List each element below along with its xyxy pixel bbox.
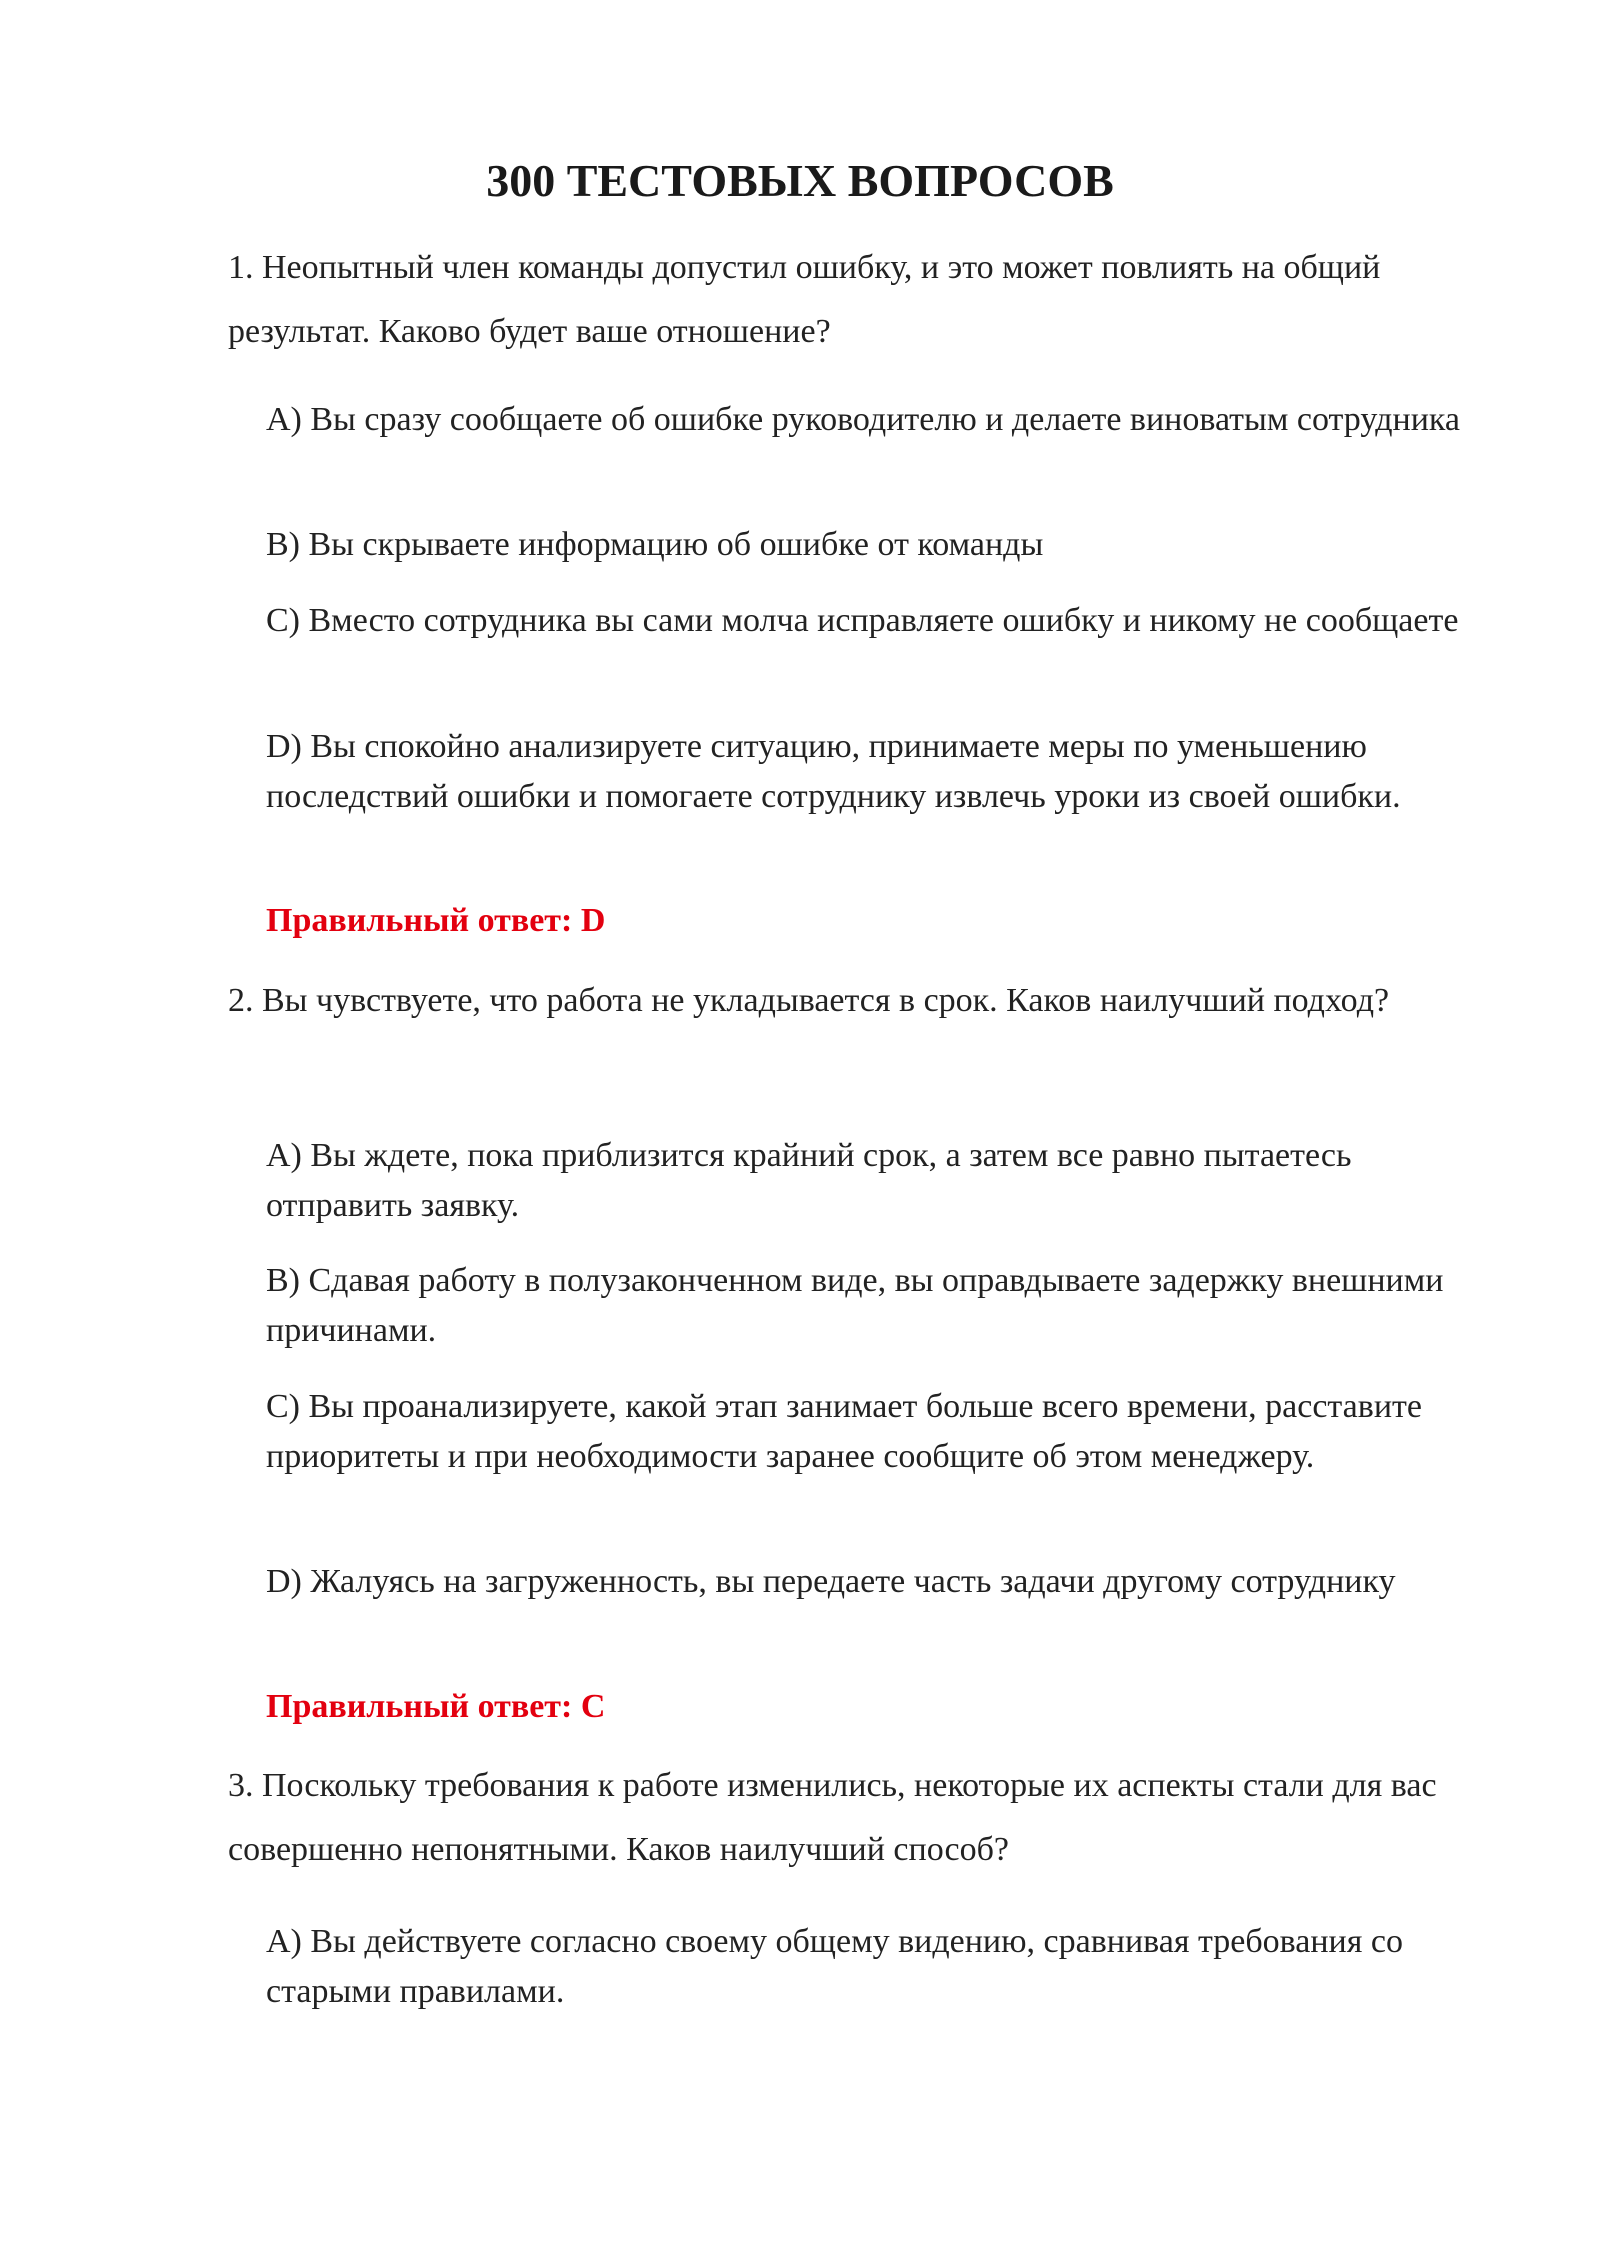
question-2-text: 2. Вы чувствуете, что работа не укладывается в срок. Каков наилучший подход? bbox=[228, 982, 1390, 1019]
question-3-text: 3. Поскольку требования к работе изменились, некоторые их аспекты стали для вас совершенно непонятными. Каков наилучший способ? bbox=[228, 1767, 1437, 1868]
question-3-option-a: A) Вы действуете согласно своему общему видению, сравнивая требования со старыми правилами. bbox=[266, 1923, 1403, 2010]
question-2-option-b: B) Сдавая работу в полузаконченном виде, вы оправдываете задержку внешними причинами. bbox=[266, 1262, 1444, 1349]
question-2-correct-answer: Правильный ответ: C bbox=[266, 1688, 606, 1725]
question-1-option-b: B) Вы скрываете информацию об ошибке от команды bbox=[266, 526, 1044, 563]
question-1-text: 1. Неопытный член команды допустил ошибку, и это может повлиять на общий результат. Каково будет ваше отношение? bbox=[228, 249, 1381, 350]
question-2-option-a: A) Вы ждете, пока приблизится крайний срок, а затем все равно пытаетесь отправить заявку. bbox=[266, 1137, 1352, 1224]
document-title: 300 ТЕСТОВЫХ ВОПРОСОВ bbox=[486, 155, 1114, 206]
question-1-correct-answer: Правильный ответ: D bbox=[266, 902, 606, 939]
question-2-option-c: C) Вы проанализируете, какой этап занимает больше всего времени, расставите приоритеты и при необходимости заранее сообщите об этом менеджеру. bbox=[266, 1388, 1422, 1475]
question-1-option-d: D) Вы спокойно анализируете ситуацию, принимаете меры по уменьшению последствий ошибки и помогаете сотруднику извлечь уроки из своей ошибки. bbox=[266, 728, 1401, 815]
question-2-option-d: D) Жалуясь на загруженность, вы передаете часть задачи другому сотруднику bbox=[266, 1563, 1396, 1600]
question-1-option-c: C) Вместо сотрудника вы сами молча исправляете ошибку и никому не сообщаете bbox=[266, 602, 1459, 639]
question-1-option-a: A) Вы сразу сообщаете об ошибке руководителю и делаете виноватым сотрудника bbox=[266, 401, 1461, 438]
